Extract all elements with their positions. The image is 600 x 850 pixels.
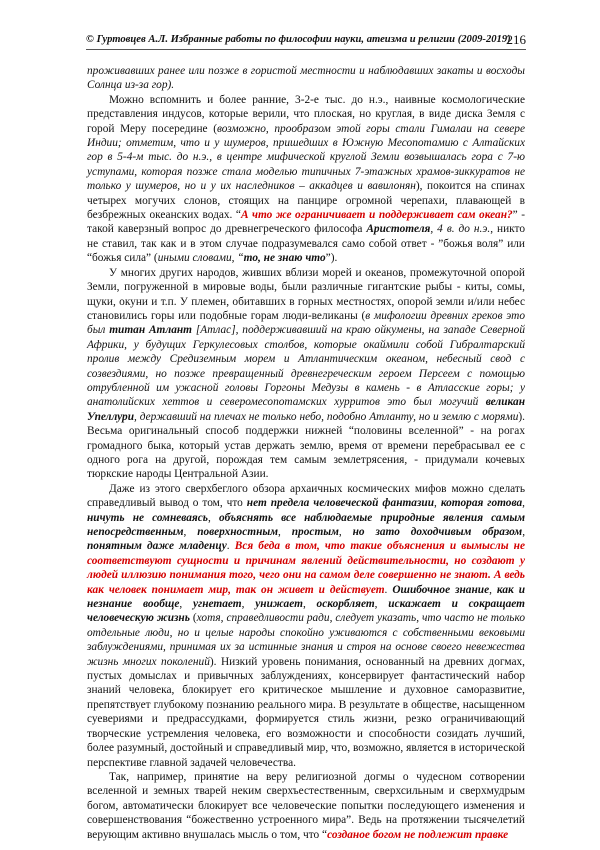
highlighted-question: А что же ограничивает и поддерживает сам океан? — [240, 209, 513, 222]
paragraph-5: Так, например, принятие на веру религиозной догмы о чудесном сотворении вселенной и земных тварей неким сверхъестественным, сверхсильным и сверхмудрым богом, автоматически блокирует все человеческие попытки последующего изменения и совершенствования “божественно устроенного мира”. Ведь на протяжении тысячелетий верующим активно внушалась мысль о том, что “созданое богом не подлежит правке — [87, 770, 525, 841]
paragraph-4: Даже из этого сверхбеглого обзора архаичных космических мифов можно сделать справедливый вывод о том, что нет предела человеческой фантазии, которая готова, ничуть не сомневаясь, объяснять все наблюдаемые природные явления самым непосредственным, поверхностным, простым, но зато доходчивым образом, понятным даже младенцу. Вся беда в том, что такие объяснения и вымыслы не соответствуют сущности и причинам явлений действительности, но создают у людей иллюзию понимания того, чего они на самом деле совершенно не знают. А ведь как человек понимает мир, так он живет и действует. Ошибочное знание, как и незнание вообще, угнетает, унижает, оскорбляет, искажает и сокращает человеческую жизнь (хотя, справедливости ради, следует указать, что часто не только отдельные люди, но и целые народы спокойно уживаются с собственными вековыми заблуждениями, принимая их за истинные знания и строя на основе своего невежества жизнь многих поколений). Низкий уровень понимания, основанный на древних догмах, пустых домыслах и привычных заблуждениях, консервирует фантастический набор знаний человека, блокирует его критическое мышление и духовное саморазвитие, препятствует глубокому познанию реального мира. В результате в обществе, насыщенном суевериями и предрассудками, формируется стиль жизни, резко ограничивающий творческие устремления человека, его возможности и способности созидать лучший, более разумный, достойный и справедливый мир, что, возможно, является в исторической перспективе главной задачей человечества. — [87, 482, 526, 769]
highlighted-quote: созданое богом не подлежит правке — [327, 828, 509, 841]
highlighted-statement: Вся беда в том, что такие объяснения и вымыслы не соответствуют сущности и причинам явлений действительности, но создают у людей иллюзию понимания того, чего они на самом деле совершенно не знают. А ведь как человек понимает мир, так он живет и действует — [87, 540, 526, 596]
paragraph-2: Можно вспомнить и более ранние, 3-2-е тыс. до н.э., наивные космологические представления индусов, которые верили, что плоская, но круглая, в виде диска Земля с горой Меру посередине (возможно, прообразом этой горы стали Гималаи на севере Индии; отметим, что и у шумеров, пришедших в Южную Месопотамию с Алтайских гор в 5-4-м тыс. до н.э., в центре мифической круглой Земли возвышалась гора с 7-ю уступами, которая позже стала моделью типичных 7-этажных храмов-зиккуратов не только у шумеров, но и у их наследников – аккадцев и вавилонян), покоится на спинах четырех могучих слонов, стоящих на панцире огромной черепахи, плавающей в безбрежных океанских водах. “А что же ограничивает и поддерживает сам океан?” - такой каверзный вопрос до древнегреческого философа Аристотеля, 4 в. до н.э., никто не ставил, так как и в этом случае подразумевался само собой ответ - ”божья воля” или “божья сила” (иными словами, “то, не знаю что”). — [87, 93, 526, 265]
page-number: 216 — [506, 32, 526, 47]
running-title: © Гуртовцев А.Л. Избранные работы по философии науки, атеизма и религии (2009-2019) — [86, 34, 511, 45]
paragraph-3: У многих других народов, живших вблизи морей и океанов, промежуточной опорой Земли, погруженной в мировые воды, были различные гигантские рыбы - киты, сомы, щуки, окуни и т.п. У племен, обитавших в горных местностях, опорой земли и/или небес становились горы или подобные горам люди-великаны (в мифологии древних греков это был титан Атлант [Атлас], поддерживавший на краю ойкумены, на западе Северной Африки, у будущих Геркулесовых столбов, которые окаймили собой Гибралтарский пролив между Средиземным морем и Атлантическим океаном, небесный свод с созвездиями, но позже превращенный древнегреческим героем Персеем с помощью отрубленной им ужасной головы Горгоны Медузы в камень - в Атласские горы; у анатолийских хеттов и северомесопотамских хурритов это был могучий великан Упеллури, державший на плечах не только небо, подобно Атланту, но и землю с морями). Весьма оригинальный способ поддержки нижней “половины вселенной” - на рогах громадного быка, который устав держать землю, время от времени перебрасывал ее с одного рога на другой, порождая тем самым землетрясения, - придумали кочевых тюркские народы Центральной Азии. — [87, 266, 525, 481]
body-text — [87, 64, 525, 842]
page-header — [86, 34, 526, 50]
paragraph-1: проживавших ранее или позже в гористой местности и наблюдавших закаты и восходы Солнца из-за гор). — [87, 65, 525, 92]
